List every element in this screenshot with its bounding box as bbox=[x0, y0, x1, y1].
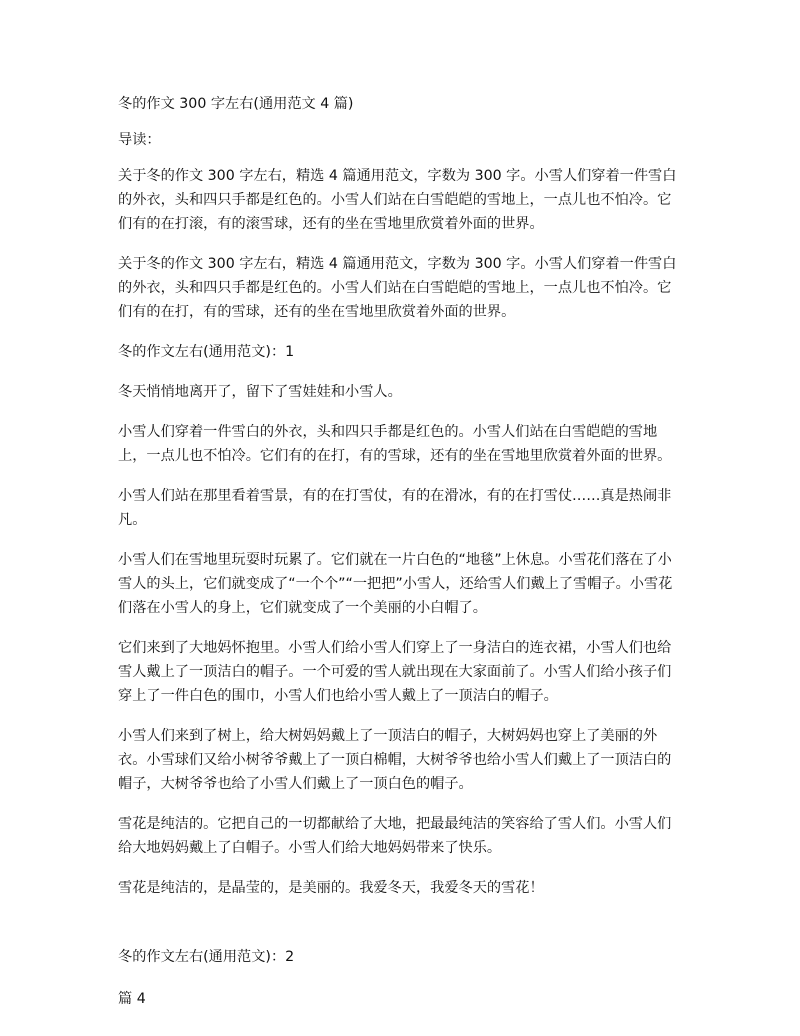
essay-1-heading: 冬的作文左右(通用范文)：1 bbox=[118, 344, 295, 360]
document-body bbox=[118, 92, 684, 1027]
essay-1-paragraph-8: 雪花是纯洁的，是晶莹的，是美丽的。我爱冬天，我爱冬天的雪花！ bbox=[118, 880, 544, 896]
essay-1-paragraph-6: 小雪人们来到了树上，给大树妈妈戴上了一顶洁白的帽子，大树妈妈也穿上了美丽的外衣。小雪球们又给小树爷爷戴上了一顶白棉帽，大树爷爷也给小雪人们戴上了一顶洁白的帽子，大树爷爷也给了小雪人们戴上了一顶白色的帽子。 bbox=[118, 728, 672, 792]
document-title: 冬的作文 300 字左右(通用范文 4 篇) bbox=[118, 96, 354, 112]
essay-1-paragraph-3: 小雪人们站在那里看着雪景，有的在打雪仗，有的在滑冰，有的在打雪仗……真是热闹非凡。 bbox=[118, 488, 672, 528]
essay-2-heading: 冬的作文左右(通用范文)：2 bbox=[118, 949, 295, 965]
essay-1-paragraph-2: 小雪人们穿着一件雪白的外衣，头和四只手都是红色的。小雪人们站在白雪皑皑的雪地上，一点儿也不怕冷。它们有的在打，有的雪球，还有的坐在雪地里欣赏着外面的世界。 bbox=[118, 424, 672, 464]
essay-1-paragraph-5: 它们来到了大地妈怀抱里。小雪人们给小雪人们穿上了一身洁白的连衣裙，小雪人们也给雪人戴上了一顶洁白的帽子。一个可爱的雪人就出现在大家面前了。小雪人们给小孩子们穿上了一件白色的围巾，小雪人们也给小雪人戴上了一顶洁白的帽子。 bbox=[118, 640, 672, 704]
essay-1-paragraph-1: 冬天悄悄地离开了，留下了雪娃娃和小雪人。 bbox=[118, 384, 402, 400]
essay-1-paragraph-7: 雪花是纯洁的。它把自己的一切都献给了大地，把最最纯洁的笑容给了雪人们。小雪人们给大地妈妈戴上了白帽子。小雪人们给大地妈妈带来了快乐。 bbox=[118, 816, 672, 856]
intro-paragraph-1: 关于冬的作文 300 字左右，精选 4 篇通用范文，字数为 300 字。小雪人们穿着一件雪白的外衣，头和四只手都是红色的。小雪人们站在白雪皑皑的雪地上，一点儿也不怕冷。它们有的在打滚，有的滚雪球，还有的坐在雪地里欣赏着外面的世界。 bbox=[118, 168, 677, 232]
intro-paragraph-2: 关于冬的作文 300 字左右，精选 4 篇通用范文，字数为 300 字。小雪人们穿着一件雪白的外衣，头和四只手都是红色的。小雪人们站在白雪皑皑的雪地上，一点儿也不怕冷。它们有的在打，有的雪球，还有的坐在雪地里欣赏着外面的世界。 bbox=[118, 256, 677, 320]
lead-label: 导读： bbox=[118, 132, 161, 148]
essay-1-paragraph-4: 小雪人们在雪地里玩耍时玩累了。它们就在一片白色的“地毯”上休息。小雪花们落在了小雪人的头上，它们就变成了“一个个”“一把把”小雪人，还给雪人们戴上了雪帽子。小雪花们落在小雪人的身上，它们就变成了一个美丽的小白帽了。 bbox=[118, 552, 673, 616]
essay-2-label: 篇 4 bbox=[118, 991, 146, 1007]
